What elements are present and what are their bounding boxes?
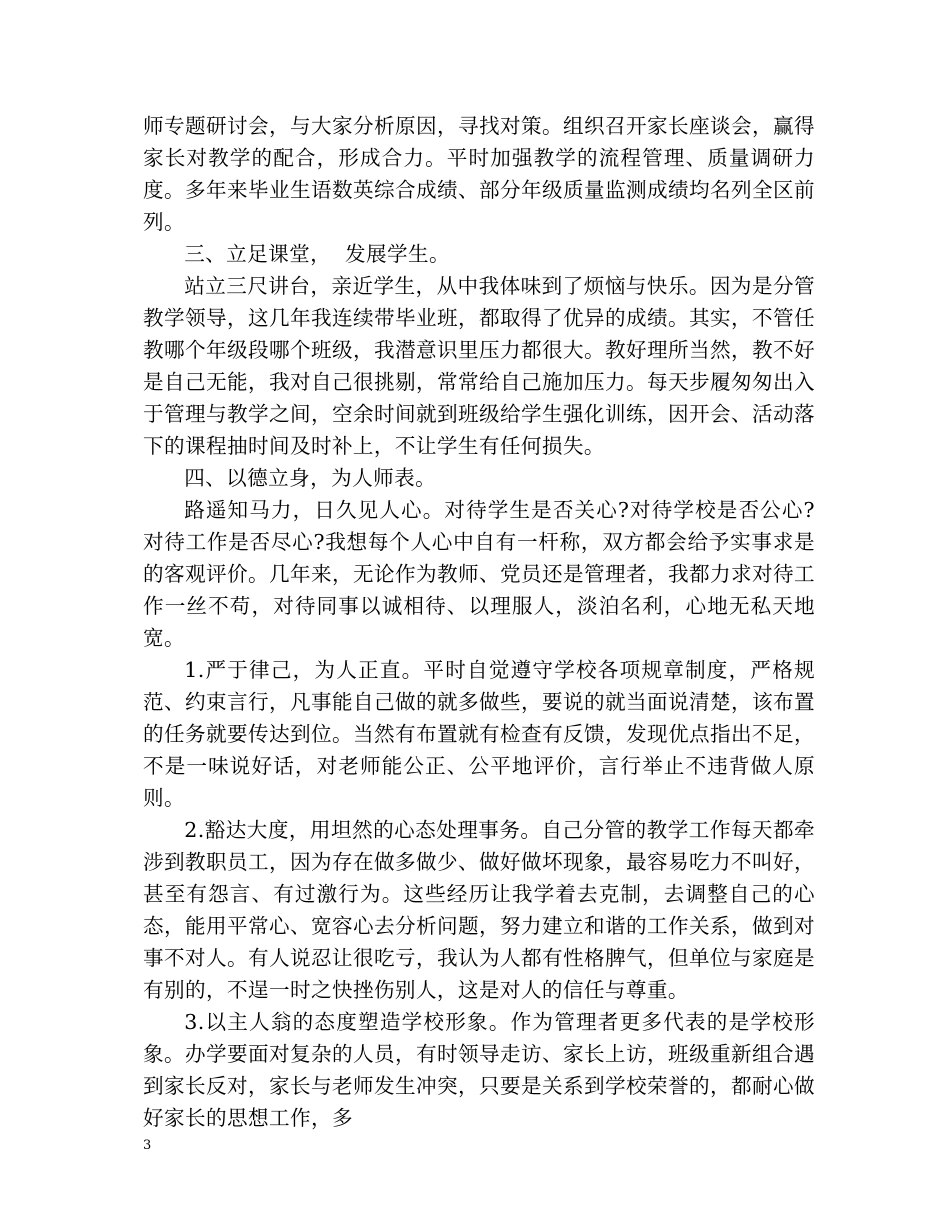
paragraph-1: 师专题研讨会，与大家分析原因，寻找对策。组织召开家长座谈会，赢得家长对教学的配合，形成合力。平时加强教学的流程管理、质量调研力度。多年来毕业生语数英综合成绩、部分年级质量监测成绩均名列全区前列。 <box>143 114 815 234</box>
paragraph-3: 路遥知马力，日久见人心。对待学生是否关心?对待学校是否公心?对待工作是否尽心?我想每个人心中自有一杆称，双方都会给予实事求是的客观评价。几年来，无论作为教师、党员还是管理者，我都力求对待工作一丝不苟，对待同事以诚相待、以理服人，淡泊名利，心地无私天地宽。 <box>143 498 815 650</box>
paragraph-item-2: 2.豁达大度，用坦然的心态处理事务。自己分管的教学工作每天都牵涉到教职员工，因为存在做多做少、做好做坏现象，最容易吃力不叫好，甚至有怨言、有过激行为。这些经历让我学着去克制，去调整自己的心态，能用平常心、宽容心去分析问题，努力建立和谐的工作关系，做到对事不对人。有人说忍让很吃亏，我认为人都有性格脾气，但单位与家庭是有别的，不逞一时之快挫伤别人，这是对人的信任与尊重。 <box>143 818 815 1002</box>
section-heading-4: 四、以德立身，为人师表。 <box>184 466 437 490</box>
paragraph-2: 站立三尺讲台，亲近学生，从中我体味到了烦恼与快乐。因为是分管教学领导，这几年我连续带毕业班，都取得了优异的成绩。其实，不管任教哪个年级段哪个班级，我潜意识里压力都很大。教好理所当然，教不好是自己无能，我对自己很挑剔，常常给自己施加压力。每天步履匆匆出入于管理与教学之间，空余时间就到班级给学生强化训练，因开会、活动落下的课程抽时间及时补上，不让学生有任何损失。 <box>143 274 815 458</box>
paragraph-item-3: 3.以主人翁的态度塑造学校形象。作为管理者更多代表的是学校形象。办学要面对复杂的人员，有时领导走访、家长上访，班级重新组合遇到家长反对，家长与老师发生冲突，只要是关系到学校荣誉的，都耐心做好家长的思想工作，多 <box>143 1010 815 1130</box>
section-heading-3: 三、立足课堂， 发展学生。 <box>184 242 451 266</box>
page-number: 3 <box>143 1138 152 1153</box>
document-body <box>143 110 815 1134</box>
paragraph-item-1: 1.严于律己，为人正直。平时自觉遵守学校各项规章制度，严格规范、约束言行，凡事能自己做的就多做些，要说的就当面说清楚，该布置的任务就要传达到位。当然有布置就有检查有反馈，发现优点指出不足，不是一味说好话，对老师能公正、公平地评价，言行举止不违背做人原则。 <box>143 658 815 810</box>
